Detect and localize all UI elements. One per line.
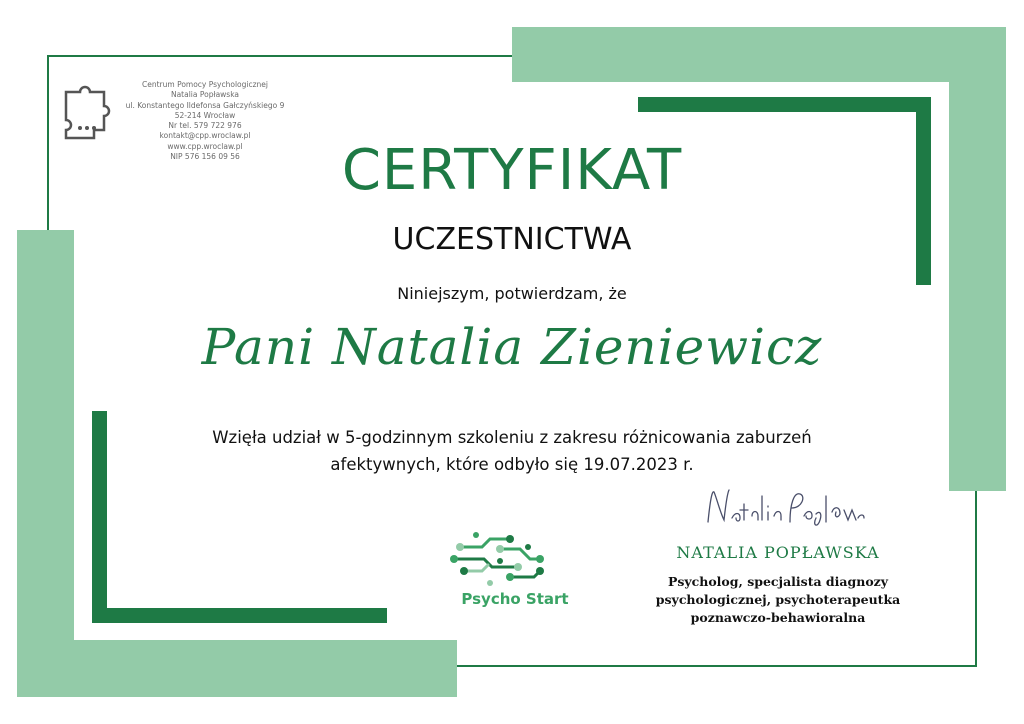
- handwritten-signature: [698, 482, 868, 537]
- top-right-dark-bar-h: [638, 97, 931, 112]
- certificate-title: CERTYFIKAT: [341, 138, 683, 203]
- stamp-line: Natalia Popławska: [170, 90, 240, 100]
- stamp-line: Centrum Pomocy Psychologicznej: [142, 80, 268, 89]
- signer-name: NATALIA POPŁAWSKA: [676, 543, 880, 562]
- role-line: poznawczo-behawioralna: [690, 610, 866, 625]
- intro-text: Niniejszym, potwierdzam, że: [397, 284, 627, 303]
- body-line: Wzięła udział w 5-godzinnym szkoleniu z zakresu różnicowania zaburzeń: [212, 428, 812, 447]
- logo-wordmark: Psycho Start: [461, 590, 569, 608]
- stamp-line: Nr tel. 579 722 976: [168, 121, 242, 131]
- bottom-left-dark-bar-h: [92, 608, 387, 623]
- body-line: afektywnych, które odbyło się 19.07.2023 r.: [330, 455, 694, 474]
- role-line: psychologicznej, psychoterapeutka: [655, 592, 901, 607]
- stamp-line: kontakt@cpp.wroclaw.pl: [159, 131, 251, 141]
- stamp-line: 52-214 Wrocław: [174, 110, 236, 120]
- bottom-left-dark-bar-v: [92, 411, 107, 623]
- brain-circuit-icon: [440, 525, 590, 590]
- stamp-line: www.cpp.wroclaw.pl: [167, 141, 243, 151]
- certificate-body: [170, 424, 854, 478]
- signature-mark: [698, 482, 868, 537]
- certificate-subtitle: UCZESTNICTWA: [392, 222, 632, 257]
- stamp-line: ul. Konstantego Ildefonsa Gałczyńskiego 9: [125, 100, 285, 110]
- recipient-name: Pani Natalia Zieniewicz: [201, 318, 823, 376]
- role-line: Psycholog, specjalista diagnozy: [667, 574, 889, 589]
- stamp-line: NIP 576 156 09 56: [170, 152, 240, 162]
- signer-role: [648, 573, 908, 627]
